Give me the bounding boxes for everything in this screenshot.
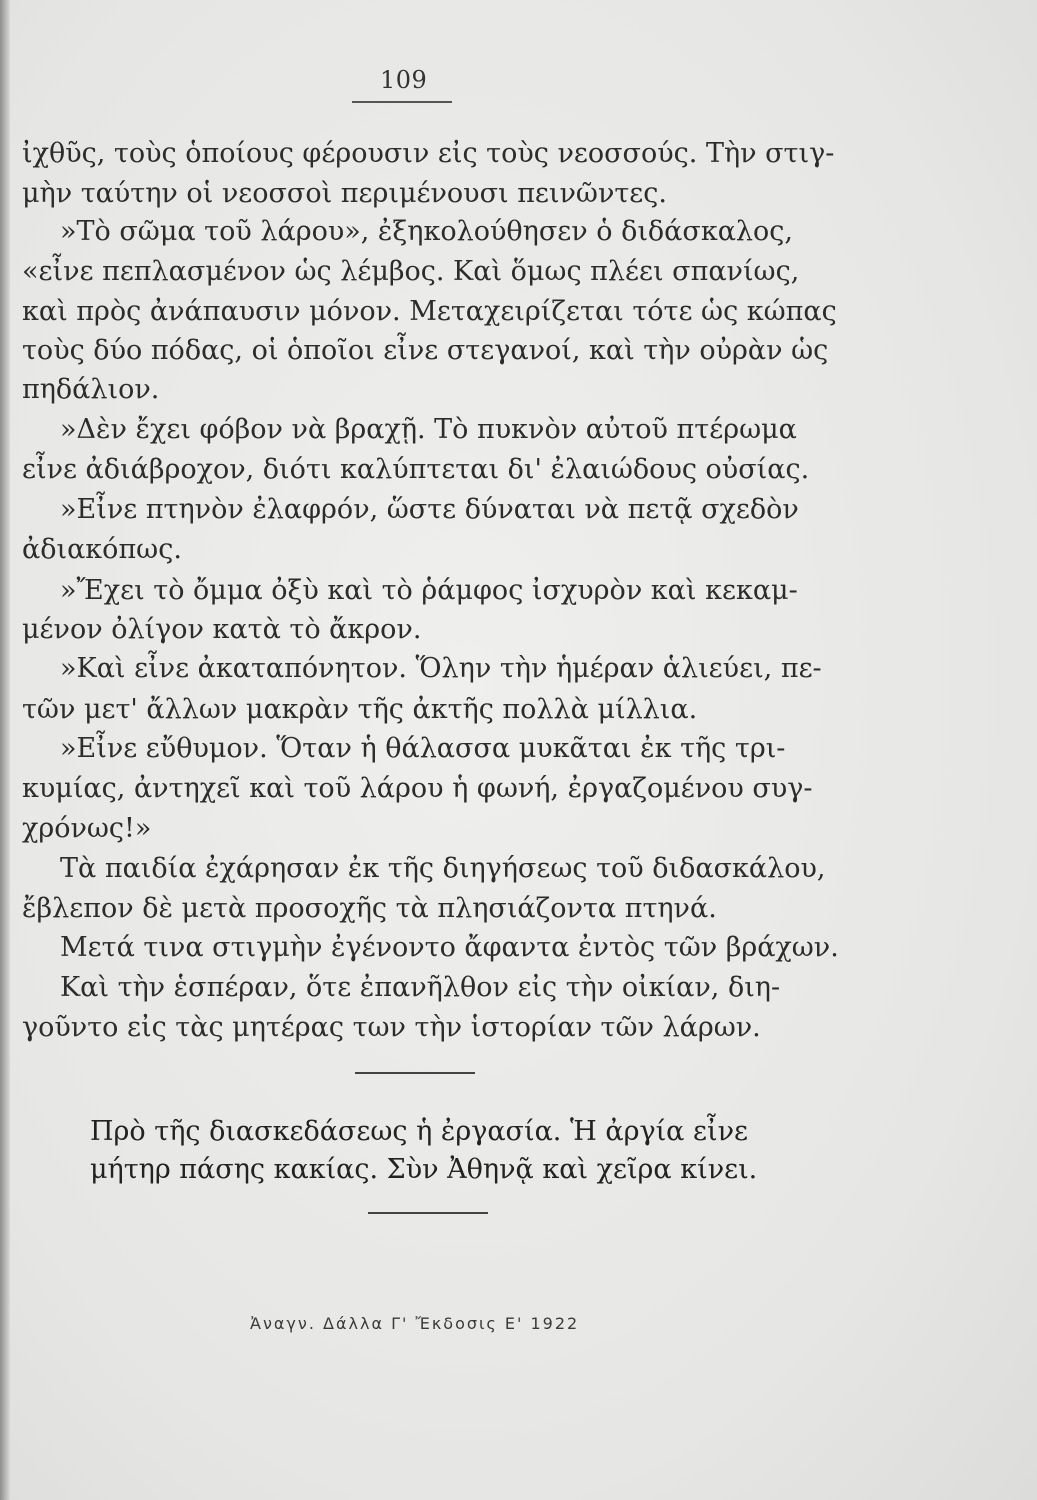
text-line: ἀδιακόπως.	[22, 534, 182, 565]
text-line: »Εἶνε εὔθυμον. Ὅταν ἡ θάλασσα μυκᾶται ἐκ τῆς τρι-	[60, 733, 786, 764]
text-line: »Ἔχει τὸ ὄμμα ὀξὺ καὶ τὸ ῥάμφος ἰσχυρὸν καὶ κεκαμ-	[60, 575, 798, 606]
proverb-line: μήτηρ πάσης κακίας. Σὺν Ἀθηνᾷ καὶ χεῖρα κίνει.	[90, 1154, 758, 1185]
text-line: πηδάλιον.	[22, 374, 160, 405]
text-line: »Τὸ σῶμα τοῦ λάρου», ἐξηκολούθησεν ὁ διδάσκαλος,	[60, 216, 794, 247]
text-line: γοῦντο εἰς τὰς μητέρας των τὴν ἱστορίαν τῶν λάρων.	[22, 1012, 761, 1043]
page-number-underline	[352, 101, 452, 103]
text-line: Μετά τινα στιγμὴν ἐγένοντο ἄφαντα ἐντὸς τῶν βράχων.	[60, 932, 839, 963]
text-line: «εἶνε πεπλασμένον ὡς λέμβος. Καὶ ὅμως πλέει σπανίως,	[22, 256, 800, 287]
section-divider	[368, 1212, 488, 1214]
binding-shadow	[0, 0, 10, 1500]
text-line: ἔβλεπον δὲ μετὰ προσοχῆς τὰ πλησιάζοντα πτηνά.	[22, 893, 717, 924]
text-line: Τὰ παιδία ἐχάρησαν ἐκ τῆς διηγήσεως τοῦ διδασκάλου,	[60, 853, 826, 884]
text-line: τῶν μετ' ἄλλων μακρὰν τῆς ἀκτῆς πολλὰ μίλλια.	[22, 694, 698, 725]
text-line: μὴν ταύτην οἱ νεοσσοὶ περιμένουσι πεινῶντες.	[22, 178, 667, 209]
section-divider	[355, 1072, 475, 1074]
proverb-line: Πρὸ τῆς διασκεδάσεως ἡ ἐργασία. Ἡ ἀργία εἶνε	[90, 1116, 748, 1147]
text-line: Καὶ τὴν ἑσπέραν, ὅτε ἐπανῆλθον εἰς τὴν οἰκίαν, διη-	[60, 972, 781, 1003]
text-line: »Εἶνε πτηνὸν ἐλαφρόν, ὥστε δύναται νὰ πετᾷ σχεδὸν	[60, 494, 799, 525]
text-line: ἰχθῦς, τοὺς ὁποίους φέρουσιν εἰς τοὺς νεοσσούς. Τὴν στιγ-	[22, 138, 835, 169]
text-line: χρόνως!»	[22, 813, 152, 844]
page-number: 109	[380, 66, 428, 94]
text-line: »Καὶ εἶνε ἀκαταπόνητον. Ὅλην τὴν ἡμέραν ἁλιεύει, πε-	[60, 653, 822, 684]
text-line: εἶνε ἀδιάβροχον, διότι καλύπτεται δι' ἐλαιώδους οὐσίας.	[22, 454, 810, 485]
footer-imprint: Ἀναγν. Δάλλα Γ' Ἔκδοσις Ε' 1922	[250, 1314, 580, 1333]
text-line: »Δὲν ἔχει φόβον νὰ βραχῇ. Τὸ πυκνὸν αὐτοῦ πτέρωμα	[60, 414, 797, 445]
text-line: κυμίας, ἀντηχεῖ καὶ τοῦ λάρου ἡ φωνή, ἐργαζομένου συγ-	[22, 773, 813, 804]
text-line: τοὺς δύο πόδας, οἱ ὁποῖοι εἶνε στεγανοί, καὶ τὴν οὐρὰν ὡς	[22, 335, 829, 366]
text-line: καὶ πρὸς ἀνάπαυσιν μόνον. Μεταχειρίζεται τότε ὡς κώπας	[22, 296, 837, 327]
text-line: μένον ὀλίγον κατὰ τὸ ἄκρον.	[22, 614, 422, 645]
